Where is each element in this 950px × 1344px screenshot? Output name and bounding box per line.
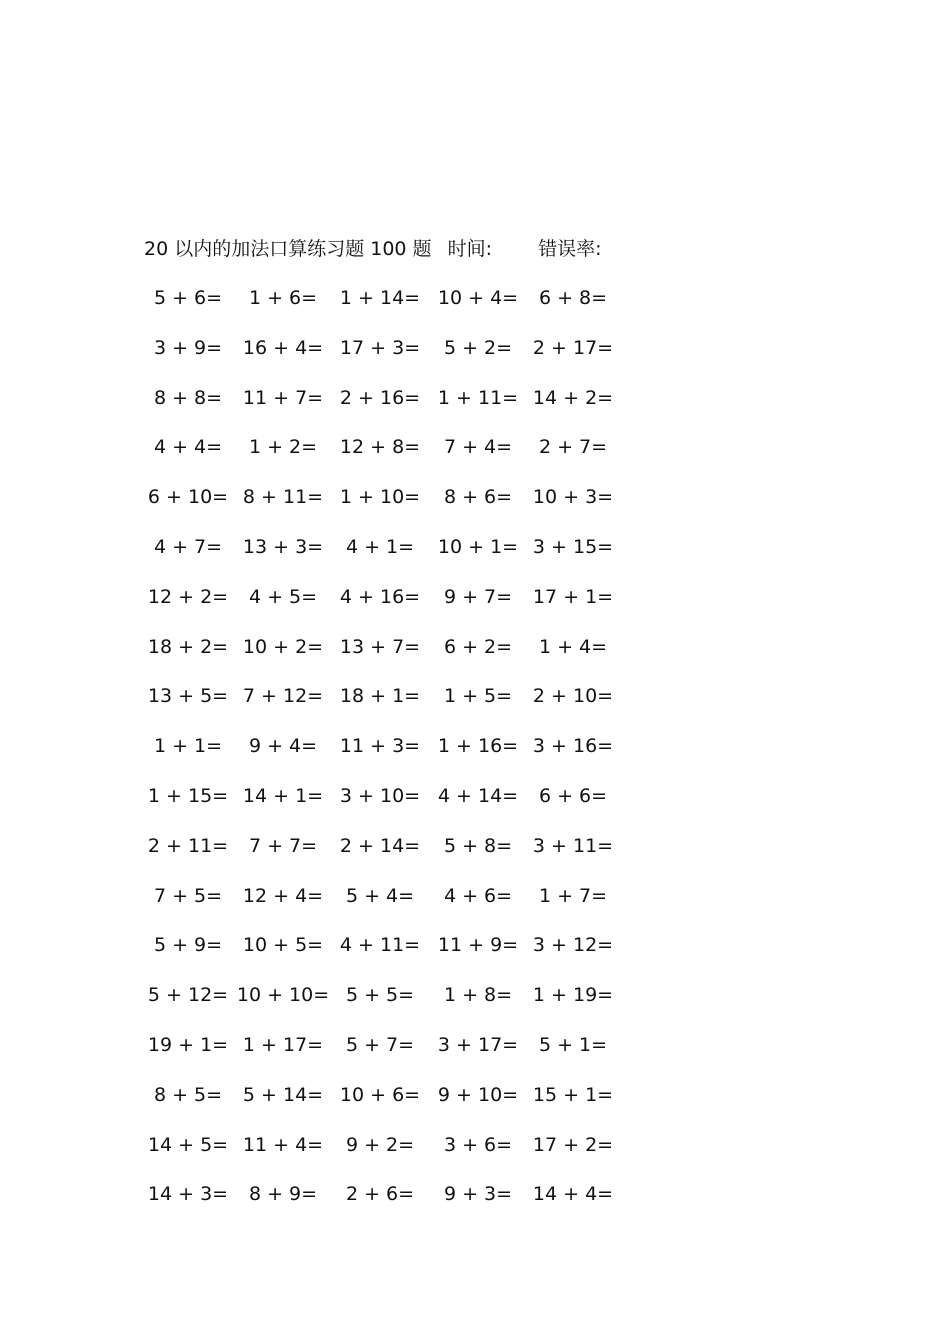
addition-problem: 9 + 3= <box>443 1183 513 1206</box>
addition-problem: 1 + 19= <box>532 984 614 1007</box>
addition-problem: 10 + 5= <box>242 934 324 957</box>
addition-problem: 11 + 7= <box>242 386 324 409</box>
addition-problem: 3 + 12= <box>532 934 614 957</box>
addition-problem: 3 + 16= <box>532 735 614 758</box>
addition-problem: 3 + 11= <box>532 834 614 857</box>
problem-row <box>140 931 620 981</box>
problem-row <box>140 981 620 1031</box>
addition-problem: 18 + 1= <box>339 685 421 708</box>
addition-problem: 12 + 8= <box>339 436 421 459</box>
addition-problem: 3 + 17= <box>437 1033 519 1056</box>
addition-problem: 8 + 5= <box>153 1083 223 1106</box>
addition-problem: 8 + 8= <box>153 386 223 409</box>
addition-problem: 9 + 2= <box>345 1133 415 1156</box>
problem-row <box>140 1180 620 1230</box>
problem-row <box>140 334 620 384</box>
addition-problem: 13 + 5= <box>147 685 229 708</box>
addition-problem: 6 + 8= <box>538 287 608 309</box>
addition-problem: 1 + 6= <box>248 287 318 309</box>
problem-row <box>140 782 620 832</box>
addition-problem: 9 + 10= <box>437 1083 519 1106</box>
problem-row <box>140 1081 620 1131</box>
addition-problem: 5 + 14= <box>242 1083 324 1106</box>
addition-problem: 5 + 9= <box>153 934 223 957</box>
addition-problem: 2 + 16= <box>339 386 421 409</box>
addition-problem: 9 + 7= <box>443 585 513 608</box>
addition-problem: 14 + 5= <box>147 1133 229 1156</box>
problem-row <box>140 433 620 483</box>
addition-problem: 2 + 14= <box>339 834 421 857</box>
addition-problem: 17 + 1= <box>532 585 614 608</box>
addition-problem: 2 + 11= <box>147 834 229 857</box>
addition-problem: 1 + 15= <box>147 784 229 807</box>
addition-problem: 4 + 16= <box>339 585 421 608</box>
addition-problem: 5 + 5= <box>345 984 415 1007</box>
addition-problem: 11 + 4= <box>242 1133 324 1156</box>
addition-problem: 5 + 8= <box>443 834 513 857</box>
problem-row <box>140 1031 620 1081</box>
problem-row <box>140 533 620 583</box>
problem-row <box>140 1131 620 1181</box>
addition-problem: 11 + 3= <box>339 735 421 758</box>
addition-problem: 10 + 6= <box>339 1083 421 1106</box>
addition-problem: 1 + 4= <box>538 635 608 658</box>
addition-problem: 2 + 17= <box>532 336 614 359</box>
problem-row <box>140 832 620 882</box>
time-label: 时间: <box>447 238 493 260</box>
problem-row <box>140 384 620 434</box>
addition-problem: 8 + 11= <box>242 486 324 509</box>
addition-problem: 7 + 12= <box>242 685 324 708</box>
addition-problem: 4 + 1= <box>345 535 415 558</box>
addition-problem: 4 + 5= <box>248 585 318 608</box>
addition-problem: 14 + 1= <box>242 784 324 807</box>
addition-problem: 11 + 9= <box>437 934 519 957</box>
addition-problem: 6 + 2= <box>443 635 513 658</box>
addition-problem: 8 + 6= <box>443 486 513 509</box>
problem-row <box>140 633 620 683</box>
addition-problem: 8 + 9= <box>248 1183 318 1206</box>
addition-problem: 1 + 7= <box>538 884 608 907</box>
addition-problem: 2 + 10= <box>532 685 614 708</box>
addition-problem: 1 + 17= <box>242 1033 324 1056</box>
addition-problem: 14 + 4= <box>532 1183 614 1206</box>
problem-row <box>140 583 620 633</box>
addition-problem: 13 + 7= <box>339 635 421 658</box>
addition-problem: 1 + 5= <box>443 685 513 708</box>
addition-problem: 17 + 3= <box>339 336 421 359</box>
addition-problem: 3 + 9= <box>153 336 223 359</box>
addition-problem: 17 + 2= <box>532 1133 614 1156</box>
addition-problem: 10 + 10= <box>236 984 330 1007</box>
addition-problem: 18 + 2= <box>147 635 229 658</box>
addition-problem: 3 + 15= <box>532 535 614 558</box>
addition-problem: 16 + 4= <box>242 336 324 359</box>
addition-problem: 2 + 6= <box>345 1183 415 1206</box>
addition-problem: 4 + 6= <box>443 884 513 907</box>
addition-problem: 10 + 3= <box>532 486 614 509</box>
addition-problem: 14 + 2= <box>532 386 614 409</box>
error-rate-label: 错误率: <box>538 238 602 260</box>
problem-row <box>140 483 620 533</box>
addition-problem: 1 + 14= <box>339 287 421 309</box>
addition-problem: 1 + 10= <box>339 486 421 509</box>
addition-problem: 3 + 10= <box>339 784 421 807</box>
addition-problem: 7 + 5= <box>153 884 223 907</box>
problem-row <box>140 682 620 732</box>
addition-problem: 5 + 2= <box>443 336 513 359</box>
addition-problem: 4 + 7= <box>153 535 223 558</box>
addition-problem: 12 + 4= <box>242 884 324 907</box>
addition-problem: 15 + 1= <box>532 1083 614 1106</box>
problem-grid <box>140 284 620 1230</box>
addition-problem: 19 + 1= <box>147 1033 229 1056</box>
problem-row <box>140 732 620 782</box>
addition-problem: 10 + 2= <box>242 635 324 658</box>
addition-problem: 2 + 7= <box>538 436 608 459</box>
problem-row <box>140 882 620 932</box>
problem-row <box>140 284 620 334</box>
addition-problem: 4 + 14= <box>437 784 519 807</box>
addition-problem: 7 + 4= <box>443 436 513 459</box>
addition-problem: 6 + 10= <box>147 486 229 509</box>
addition-problem: 5 + 7= <box>345 1033 415 1056</box>
addition-problem: 10 + 1= <box>437 535 519 558</box>
addition-problem: 1 + 1= <box>153 735 223 758</box>
addition-problem: 1 + 8= <box>443 984 513 1007</box>
addition-problem: 5 + 1= <box>538 1033 608 1056</box>
addition-problem: 9 + 4= <box>248 735 318 758</box>
addition-problem: 6 + 6= <box>538 784 608 807</box>
addition-problem: 1 + 11= <box>437 386 519 409</box>
addition-problem: 5 + 6= <box>153 287 223 309</box>
addition-problem: 5 + 4= <box>345 884 415 907</box>
addition-problem: 10 + 4= <box>437 287 519 309</box>
addition-problem: 7 + 7= <box>248 834 318 857</box>
addition-problem: 1 + 2= <box>248 436 318 459</box>
worksheet-header <box>144 235 601 263</box>
addition-problem: 4 + 11= <box>339 934 421 957</box>
addition-problem: 4 + 4= <box>153 436 223 459</box>
addition-problem: 5 + 12= <box>147 984 229 1007</box>
addition-problem: 3 + 6= <box>443 1133 513 1156</box>
addition-problem: 14 + 3= <box>147 1183 229 1206</box>
addition-problem: 13 + 3= <box>242 535 324 558</box>
worksheet-title: 20 以内的加法口算练习题 100 题 <box>144 238 432 260</box>
addition-problem: 12 + 2= <box>147 585 229 608</box>
addition-problem: 1 + 16= <box>437 735 519 758</box>
